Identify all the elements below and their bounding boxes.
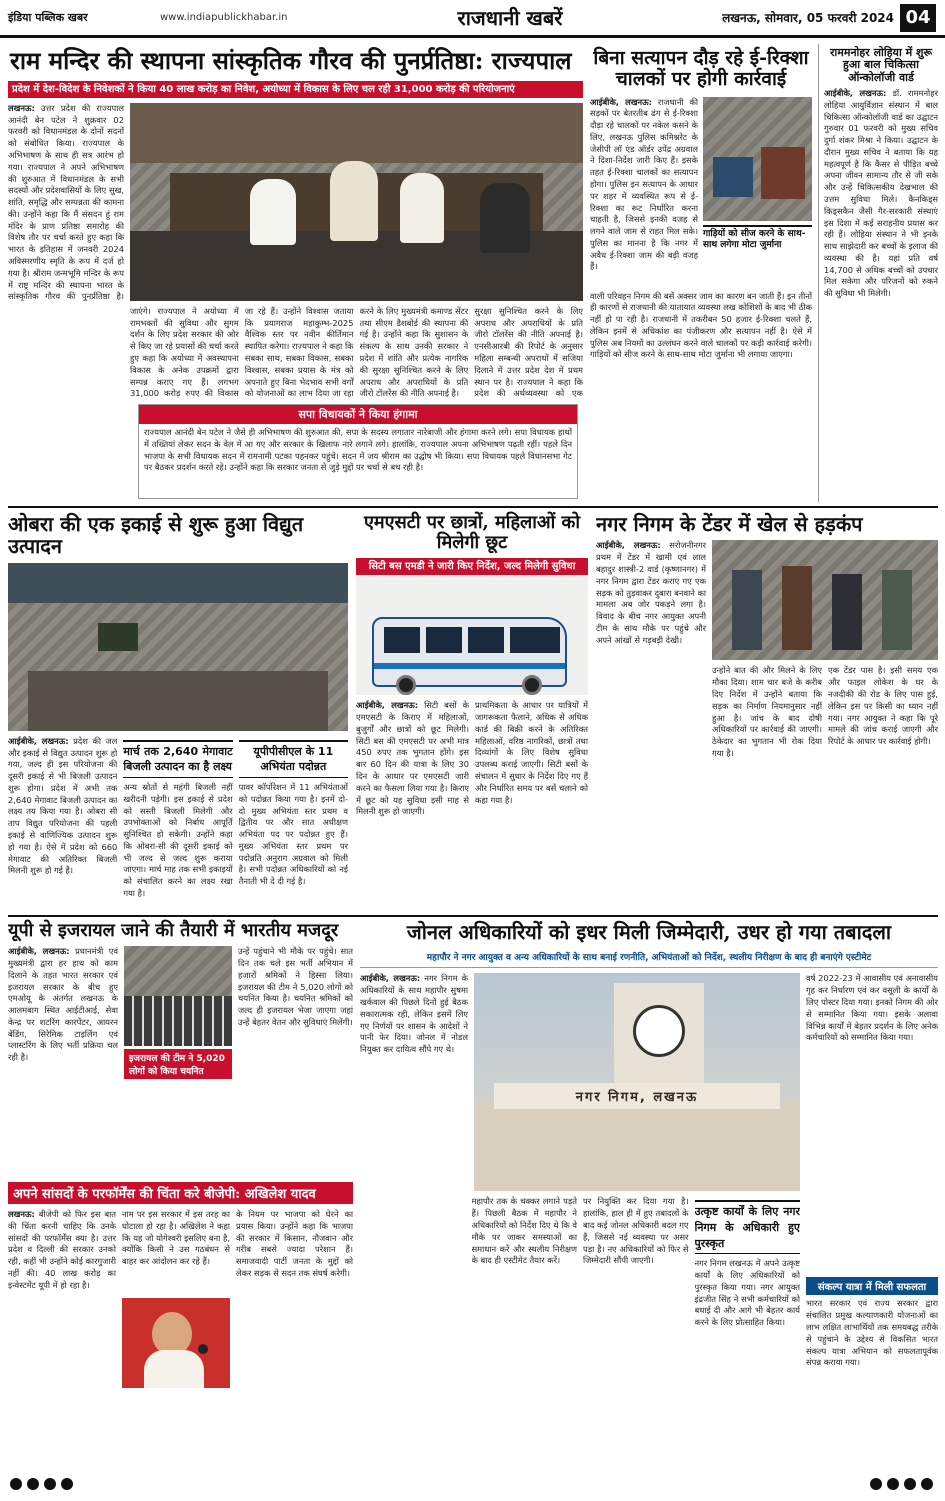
dateline: आईबीके, लखनऊ: [360, 973, 421, 984]
footer-dot-icon [904, 1478, 916, 1490]
story-column: प्राथमिकता के आधार पर यात्रियों में जागरूकता फैलाने, अधिक से अधिक कार्ड की बिक्री करने के अतिरिक्त महिलाओं, वरिष्ठ नागरिकों, छात्रों तथा दिव्यांगों के लिए विशेष सुविधा उपलब्ध कराई जाएगी। सिटी बसों के संचालन में सुधार के निर्देश दिए गए हैं और निर्धारित समय पर बसें चलाने को कहा गया है। [475, 700, 588, 805]
story-column: भारत सरकार एवं राज्य सरकार द्वारा संचालित प्रमुख कल्याणकारी योजनाओं का लाभ लक्षित लाभार्थियों तक समयबद्ध तरीके से पहुंचाने के उद्देश्य से विकसित भारत संकल्प यात्रा अभियान को सफलतापूर्वक संपन्न कराया गया। [806, 1298, 938, 1368]
column-subhead: संकल्प यात्रा में मिली सफलता [806, 1277, 938, 1295]
story-column [360, 973, 468, 1191]
dateline: आईबीके, लखनऊ: [8, 946, 70, 957]
box-text: राज्यपाल आनंदी बेन पटेल ने जैसे ही अभिभाषण की शुरुआत की, सपा के सदस्य लगातार नारेबाजी और हंगामा करने लगे। सपा विधायक हाथों में तख्तियां लेकर सदन के वेल में आ गए और सरकार के खिलाफ नारे लगाने लगे। हालांकि, राज्यपाल अपना अभिभाषण पढ़ती रहीं। पहले दिन भाजपा के सभी विधायक सदन में रामनामी पटका पहनकर पहुंचे। सदन में जय श्रीराम का उद्घोष भी किया। सपा विधायक पहले विधानसभा गेट पर बैठकर प्रदर्शन करते रहे। उन्होंने कहा कि सरकार जनता से जुड़े मुद्दों पर चर्चा से बच रही है। [144, 427, 572, 473]
headline: बिना सत्यापन दौड़ रहे ई-रिक्शा चालकों पर होगी कार्रवाई [593, 47, 809, 91]
story-akhilesh-yadav [8, 1182, 353, 1468]
footer-dot-icon [44, 1478, 56, 1490]
subheadline: महापौर ने नगर आयुक्त व अन्य अधिकारियों के साथ बनाई रणनीति, अभियंताओं को निर्देश, स्थलीय निरीक्षण के बाद ही बनाएंगे एस्टीमेट [360, 948, 938, 968]
dateline: लखनऊ: [8, 102, 35, 113]
story-mst-discount [356, 510, 588, 910]
headline: राममनोहर लोहिया में शुरू हुआ बाल चिकित्सा ऑन्कोलॉजी वार्ड [829, 46, 933, 84]
story-governor-address [8, 44, 583, 502]
subheadline: सिटी बस एमडी ने जारी किए निर्देश, जल्द मिलेगी सुविधा [356, 558, 588, 575]
issue-date: लखनऊ, सोमवार, 05 फरवरी 2024 [722, 11, 894, 25]
headline: यूपी से इजरायल जाने की तैयारी में भारतीय मजदूर [8, 920, 339, 941]
story-column [596, 540, 706, 900]
headline: राम मन्दिर की स्थापना सांस्कृतिक गौरव की पुनर्प्रतिष्ठा: राज्यपाल [10, 46, 572, 75]
story-column [8, 103, 124, 301]
column-text: राजधानी की सड़कों पर बेतरतीब ढंग से ई-रिक्शा दौड़ा रहे चालकों पर नकेल कसने के लिए, लखनऊ पुलिस कमिश्नरेट के जेसीपी लॉ एंड ऑर्डर उपेंद्र अग्रवाल ने दिशा-निर्देश जारी किए हैं। इसके तहत ई-रिक्शा चालकों का सत्यापन होगा। पुलिस इन सत्यापन के आधार पर शहर में व्यवस्थित रूप से ई-रिक्शा का रूट निर्धारित करना चाहती है, जिससे इनकी वजह से लगने वाले जाम से राहत मिल सके। पुलिस का मानना है कि नगर में अवैध ई-रिक्शा जाम की बड़ी वजह हैं। [590, 96, 698, 272]
column-text: प्रधानमंत्री एवं मुख्यमंत्री द्वारा हर हाथ को काम दिलाने के तहत भारत सरकार एवं इजरायल सरकार के बीच हुए एमओयू के अंतर्गत लखनऊ के आलमबाग स्थित आईटीआई, सेवा केन्द्र पर शटरिंग कारपेंटर, आयरन बेंडिंग, सिरेमिक टाइलिंग एवं प्लास्टरिंग के लिए भर्ती प्रक्रिया चल रही है। [8, 946, 118, 1063]
story-column: करने के लिए मुख्यमंत्री कमाण्ड सेंटर तथा सीएम डैशबोर्ड की स्थापना की गई है। उन्होंने कहा कि सुशासन के संकल्प के साथ उनकी सरकार ने प्रदेश में शांति और प्रत्येक नागरिक की सुरक्षा सुनिश्चित करने के लिए अपराध और अपराधियों के प्रति जीरो टॉलरेंस की नीति अपनाई है। [359, 305, 469, 399]
inspection-photo [712, 540, 938, 660]
column-text: प्रदेश की जल और इकाई से विद्युत उत्पादन शुरू हो गया, जल्द ही इस परियोजना की दूसरी इकाई से भी बिजली उत्पादन शुरू होगा। प्रदेश में अभी तक 2,640 मेगावाट बिजली उत्पादन का लक्ष्य तय किया गया है। ओबरा सी ताप विद्युत परियोजना की पहली इकाई से वाणिज्यिक उत्पादन शुरू हो गया है। ऐसे में प्रदेश को 660 मेगावाट की अतिरिक्त बिजली मिलनी शुरू हो गई है। [8, 735, 118, 876]
column-text: अन्य स्रोतों से महंगी बिजली नहीं खरीदनी पड़ेगी। इस इकाई से प्रदेश को सस्ती बिजली मिलेगी और उपभोक्ताओं को निर्बाध आपूर्ति सुनिश्चित हो सकेगी। उन्होंने कहा कि ओबरा-सी की दूसरी इकाई को भी जल्द से जल्द शुरू कराया जाएगा। मार्च माह तक सभी इकाइयों को संचालित करने का लक्ष्य रखा गया है। [123, 782, 233, 899]
story-column [8, 946, 118, 1166]
column-text: नगर निगम के अधिकारियों के साथ महापौर सुषमा खर्कवाल की पिछले दिनों हुई बैठक सकारात्मक रही, लेकिन इसमें लिए गए निर्णयों पर शासन के आदेशों ने पानी फेर दिया। जोनल में नोडल नियुक्त कर दायित्व सौंपे गए थे। [360, 973, 468, 1055]
footer-dots [10, 1478, 73, 1490]
municipal-building-photo [474, 973, 800, 1191]
headline: एमएसटी पर छात्रों, महिलाओं को मिलेगी छूट [363, 512, 581, 554]
footer-dot-icon [61, 1478, 73, 1490]
clock-icon [633, 1005, 685, 1057]
story-column: जा रहे हैं। उन्होंने विश्वास जताया कि प्रयागराज महाकुम्भ-2025 वैश्विक स्तर पर नवीन कीर्तिमान स्थापित करेगा। राज्यपाल ने कहा कि सबका साथ, सबका विकास, सबका विश्वास, सबका प्रयास के मंत्र को अपनाते हुए बिना भेदभाव सभी वर्गों को योजनाओं का लाभ दिया जा रहा [244, 305, 354, 399]
story-e-rickshaw [590, 44, 812, 502]
story-column [356, 700, 469, 910]
story-lohia-oncology [818, 44, 938, 502]
story-column: वाली परिवहन निगम की बसें अक्सर जाम का कारण बन जाती हैं। इन तीनों ही कारणों से राजधानी की यातायात व्यवस्था लख कोशिशों के बाद भी ठीक नहीं हो पा रही है। राजधानी में तकरीबन 50 हजार ई-रिक्शा चलते हैं, लेकिन इनमें से अधिकांश का पंजीकरण और सत्यापन नहीं है। ऐसे में पुलिस अब नियमों का उल्लंघन करने वाले चालकों पर कड़ी कार्रवाई करेगी। गाड़ियों को सीज करने के साथ-साथ मोटा जुर्माना भी लगाया जाएगा। [590, 290, 812, 360]
page-number: 04 [900, 4, 936, 32]
section-divider [8, 915, 938, 917]
story-column [239, 736, 348, 910]
headline: नगर निगम के टेंडर में खेल से हड़कंप [596, 512, 863, 536]
column-text: सिटी बसों के एमएसटी के किराए में महिलाओं, बुजुर्गों और छात्रों को छूट मिलेगी। सिटी बस की एमएसटी पर अभी मात्र 450 रुपए तक भुगतान होंगे। इस बार 60 दिन की यात्रा के लिए 30 दिन के आधार पर एमएसटी जारी करने का फैसला लिया गया है। किराए में छूट को यह सुविधा इसी माह से मिलनी शुरू हो जाएगी। [356, 700, 469, 817]
footer-dot-icon [27, 1478, 39, 1490]
column-subhead: उत्कृष्ट कार्यों के लिए नगर निगम के अधिकारी हुए पुरस्कृत [695, 1200, 801, 1254]
story-zonal-officers [360, 918, 938, 1488]
story-israel-workers [8, 918, 353, 1178]
story-column [122, 1391, 230, 1461]
story-column: वर्ष 2022-23 में आवासीय एवं अनावासीय गृह कर निर्धारण एवं कर वसूली के कार्यों के लिए पोस्टर दिया गया। इनको निगम की ओर से सम्मानित किया गया। इसके अलावा विभिन्न कार्यों में बेहतर प्रदर्शन के लिए अनेक कर्मचारियों को सम्मानित किया गया। [806, 973, 938, 1043]
column-text: नगर निगम लखनऊ में अपने उत्कृष्ट कार्यों के लिए अधिकारियों को पुरस्कृत किया गया। नगर आयुक्त इंद्रजीत सिंह ने सभी कर्मचारियों को बधाई दी और आगे भी बेहतर कार्य करने के लिए प्रोत्साहित किया। [694, 1258, 800, 1328]
column-subhead: यूपीपीसीएल के 11 अभियंता पदोन्नत [239, 740, 348, 778]
dateline: लखनऊ: [8, 1209, 35, 1219]
story-column: एक टेंडर पास है। इसी समय एक और फाइल लोकेश के घर के नजदीकी की रोड के लिए पास हुई, लेकिन इस पर किसी का ध्यान नहीं गया। नगर आयुक्त ने कहा कि पूरे मामले की जांच कराई जाएगी और रिपोर्ट के आधार पर कार्रवाई होगी। [828, 665, 938, 747]
building-sign: नगर निगम, लखनऊ [494, 1083, 780, 1109]
story-column [590, 97, 698, 287]
dateline: आईबीके, लखनऊ: [590, 96, 652, 107]
akhilesh-photo [122, 1298, 230, 1388]
section-divider [8, 506, 938, 508]
microphone-icon [198, 1344, 208, 1354]
footer-dots [870, 1478, 933, 1490]
subheadline: प्रदेश में देश-विदेश के निवेशकों ने किया 40 लाख करोड़ का निवेश, अयोध्या में विकास के लिए चल रही 31,000 करोड़ की परियोजनाएं [8, 81, 583, 98]
column-text: बीजेपी को फिर इस बात की चिंता करनी चाहिए कि उनके सांसदों की परफॉर्मेंस क्या है। उत्तर प्रदेश व दिल्ली की सरकार उनको रही, कहीं भी उन्होंने कोई कारगुजारी नहीं की। 40 लाख करोड़ का इन्वेस्टमेंट यूपी में हो रहा है। [8, 1209, 116, 1290]
bus-icon [372, 617, 567, 687]
dateline: आईबीके, लखनऊ: [8, 735, 69, 746]
newspaper-brand: इंडिया पब्लिक खबर [8, 11, 88, 24]
footer-dot-icon [887, 1478, 899, 1490]
dateline: आईबीके, लखनऊ: [356, 700, 419, 711]
story-column [124, 1082, 232, 1168]
website-url[interactable]: www.indiapublickhabar.in [160, 12, 288, 23]
rickshaw-photo [703, 97, 812, 221]
headline: अपने सांसदों के परफॉर्मेंस की चिंता करे बीजेपी: अखिलेश यादव [8, 1182, 353, 1204]
photo-subhead: गाड़ियों को सीज करने के साथ-साथ लगेगा मोटा जुर्माना [703, 225, 812, 252]
city-bus-illustration [356, 575, 588, 695]
column-text: डॉ. राममनोहर लोहिया आयुर्विज्ञान संस्थान में बाल चिकित्सा ऑन्कोलॉजी वार्ड का उद्घाटन गुरुवार 01 फरवरी को मुख्य सचिव दुर्गा शंकर मिश्रा ने किया। उद्घाटन के दौरान मुख्य सचिव ने बताया कि यह महत्वपूर्ण है कि कैंसर से पीड़ित बच्चे अपना जीवन सामान्य तौर से जी सके और उन्हें चिकित्सकीय देखभाल की उत्तम सुविधा मिले। कैनकिड्स किड्सकैन जैसी गैर-सरकारी संस्थाएं इस दिशा में कई सराहनीय प्रयास कर रही हैं। लोहिया संस्थान ने भी इनके साथ साझेदारी कर बच्चों के इलाज की व्यवस्था की है। यहां प्रति वर्ष 14,700 से अधिक बच्चों को उपचार मिल सकेगा और परिजनों को रुकने की सुविधा भी मिलेगी। [824, 87, 938, 299]
column-text: सरोजनीनगर प्रथम में टेंडर में खामी एवं लाल बहादुर शास्त्री-2 वार्ड (कृष्णानगर) में नगर निगम द्वारा टेंडर कराए गए एक सड़क को तुड़वाकर दुबारा बनवाने का मामला अब जोर पकड़ने लगा है। विवाद के बीच नगर आयुक्त अपनी टीम के साथ मौके पर पहुंचे और अपने आंखों से गड़बड़ी देखी। [596, 540, 706, 645]
assembly-photo [130, 103, 583, 301]
story-column [8, 736, 117, 910]
photo-caption: इजरायल की टीम ने 5,020 लोगों को किया चयनित [124, 1049, 232, 1079]
column-text: उत्तर प्रदेश की राज्यपाल आनंदी बेन पटेल ने शुक्रवार 02 फरवरी को विधानमंडल के दोनों सदनों को संबोधित किया। राज्यपाल के अभिभाषण के साथ ही सत्र आरंभ हो गया। राज्यपाल ने अपने अभिभाषण की शुरुआत में विधानमंडल के सभी सदस्यों और प्रदेशवासियों के लिए सुख, शांति, समृद्धि और सम्पन्नता की कामना की। उन्होंने कहा कि मैं संसदन हूं राम मंदिर के प्राण प्रतिष्ठा समारोह की विशेष तौर पर चर्चा करते हुए कहा कि भारत के इतिहास में जनवरी 2024 अविस्मरणीय स्मृति के रूप में दर्ज हो गया है। श्रीराम जन्मभूमि मन्दिर के रूप में राष्ट्र मन्दिर की स्थापना भारत के सांस्कृतिक गौरव की पुनर्प्रतिष्ठा है। [8, 102, 124, 301]
headline: ओबरा की एक इकाई से शुरू हुआ विद्युत उत्पादन [8, 512, 304, 559]
footer-dot-icon [10, 1478, 22, 1490]
story-obra-power [8, 510, 348, 910]
bullet-subhead: मार्च तक 2,640 मेगावाट बिजली उत्पादन का है लक्ष्य [123, 740, 232, 778]
story-column [695, 1196, 801, 1488]
story-column: नाम पर इस सरकार में इस तरह का घोटाला हो रहा है। अखिलेश ने कहा कि यह जो योगेश्वरी इसलिए बना है, क्योंकि किसी ने उस गठबंधन से बाहर कर आंदोलन कर रहे हैं। [122, 1209, 230, 1267]
story-column: जाएंगे। राज्यपाल ने अयोध्या में रामभक्तों की सुविधा और सुगम दर्शन के लिए प्रदेश सरकार की ओर से किए जा रहे प्रयासों की चर्चा करते हुए कहा कि अयोध्या में अवस्थापना विकास के अनेक उपक्रमों द्वारा सम्पन्न कराए गए हैं। लगभग 31,000 करोड़ रुपए की विकास [130, 305, 239, 399]
recruitment-photo [124, 946, 232, 1046]
story-column: पर नियुक्ति कर दिया गया है। हालांकि, हाल ही में हुए तबादलों के बाद कई जोनल अधिकारी बदल गए हैं, जिससे नई व्यवस्था पर असर पड़ा है। नए अधिकारियों को फिर से जिम्मेदारी सौंपी जाएगी। [583, 1196, 689, 1266]
footer-dot-icon [870, 1478, 882, 1490]
story-column: उन्होंने बात की और मिलने के लिए मौका दिया। शाम चार बजे के करीब दिए निर्देश में उन्होंने बताया कि सड़क का निर्माण नियमानुसार नहीं हुआ है। जांच के बाद दोषी अधिकारियों पर कार्रवाई की जाएगी। ठेकेदार का भुगतान भी रोक दिया गया है। [712, 665, 822, 758]
box-title: सपा विधायकों ने किया हंगामा [139, 405, 577, 424]
dateline: आईबीके, लखनऊ: [596, 540, 661, 551]
story-column [8, 1209, 116, 1459]
dateline: आईबीके, लखनऊ: [824, 87, 887, 98]
story-column: सुरक्षा सुनिश्चित करने के लिए अपराध और अपराधियों के प्रति जीरो टॉलरेंस की नीति अपनाई है। एनसीआरबी की रिपोर्ट के अनुसार महिला सम्बन्धी अपराधों में सजिया दिलाने में उत्तर प्रदेश देश में प्रथम स्थान पर है। राज्यपाल ने कहा कि प्रदेश की अर्थव्यवस्था को एक [474, 305, 583, 399]
page-header [0, 0, 945, 38]
footer-dot-icon [921, 1478, 933, 1490]
sp-protest-box [138, 404, 578, 499]
story-column [8, 306, 124, 400]
control-room-photo [8, 563, 348, 731]
headline: जोनल अधिकारियों को इधर मिली जिम्मेदारी, उधर हो गया तबादला [406, 920, 892, 944]
story-column: उन्हें पहुंचाने भी मौके पर पहुंचे। सात दिन तक चले इस भर्ती अभियान में हजारों श्रमिकों ने हिस्सा लिया। इजरायल की टीम ने 5,020 लोगों को चयनित किया है। चयनित श्रमिकों को जल्द ही इजरायल भेजा जाएगा जहां उन्हें बेहतर वेतन और सुविधाएं मिलेंगी। [238, 946, 353, 1027]
story-column: के नियम पर भाजपा को घेरने का प्रयास किया। उन्होंने कहा कि भाजपा की सरकार में किसान, नौजवान और गरीब सबसे ज्यादा परेशान हैं। समाजवादी पार्टी जनता के मुद्दों को लेकर सड़क से सदन तक संघर्ष करेगी। [236, 1209, 353, 1278]
column-text: पावर कॉर्पोरेशन में 11 अभियंताओं को पदोन्नत किया गया है। इनमें दो-दो मुख्य अभियंता स्तर प्रथम व द्वितीय पर और सात अधीक्षण अभियंता पद पर पदोन्नत हुए हैं। मुख्य अभियंता स्तर प्रथम पर पदोन्नति अनुराग अग्रवाल को मिली है। सभी पदोन्नत अधिकारियों को नई तैनाती भी दे दी गई है। [238, 782, 348, 887]
story-column [360, 1196, 466, 1488]
story-column [123, 736, 232, 910]
story-column [824, 88, 938, 502]
story-column: महापौर तक के चक्कर लगाने पड़ते हैं। पिछली बैठक में महापौर ने अधिकारियों को निर्देश दिए थे कि वे मौके पर जाकर समस्याओं का समाधान करें और स्थलीय निरीक्षण के बाद ही एस्टीमेट तैयार करें। [471, 1196, 577, 1266]
section-title: राजधानी खबरें [457, 6, 563, 30]
story-tender-scandal [596, 510, 938, 910]
